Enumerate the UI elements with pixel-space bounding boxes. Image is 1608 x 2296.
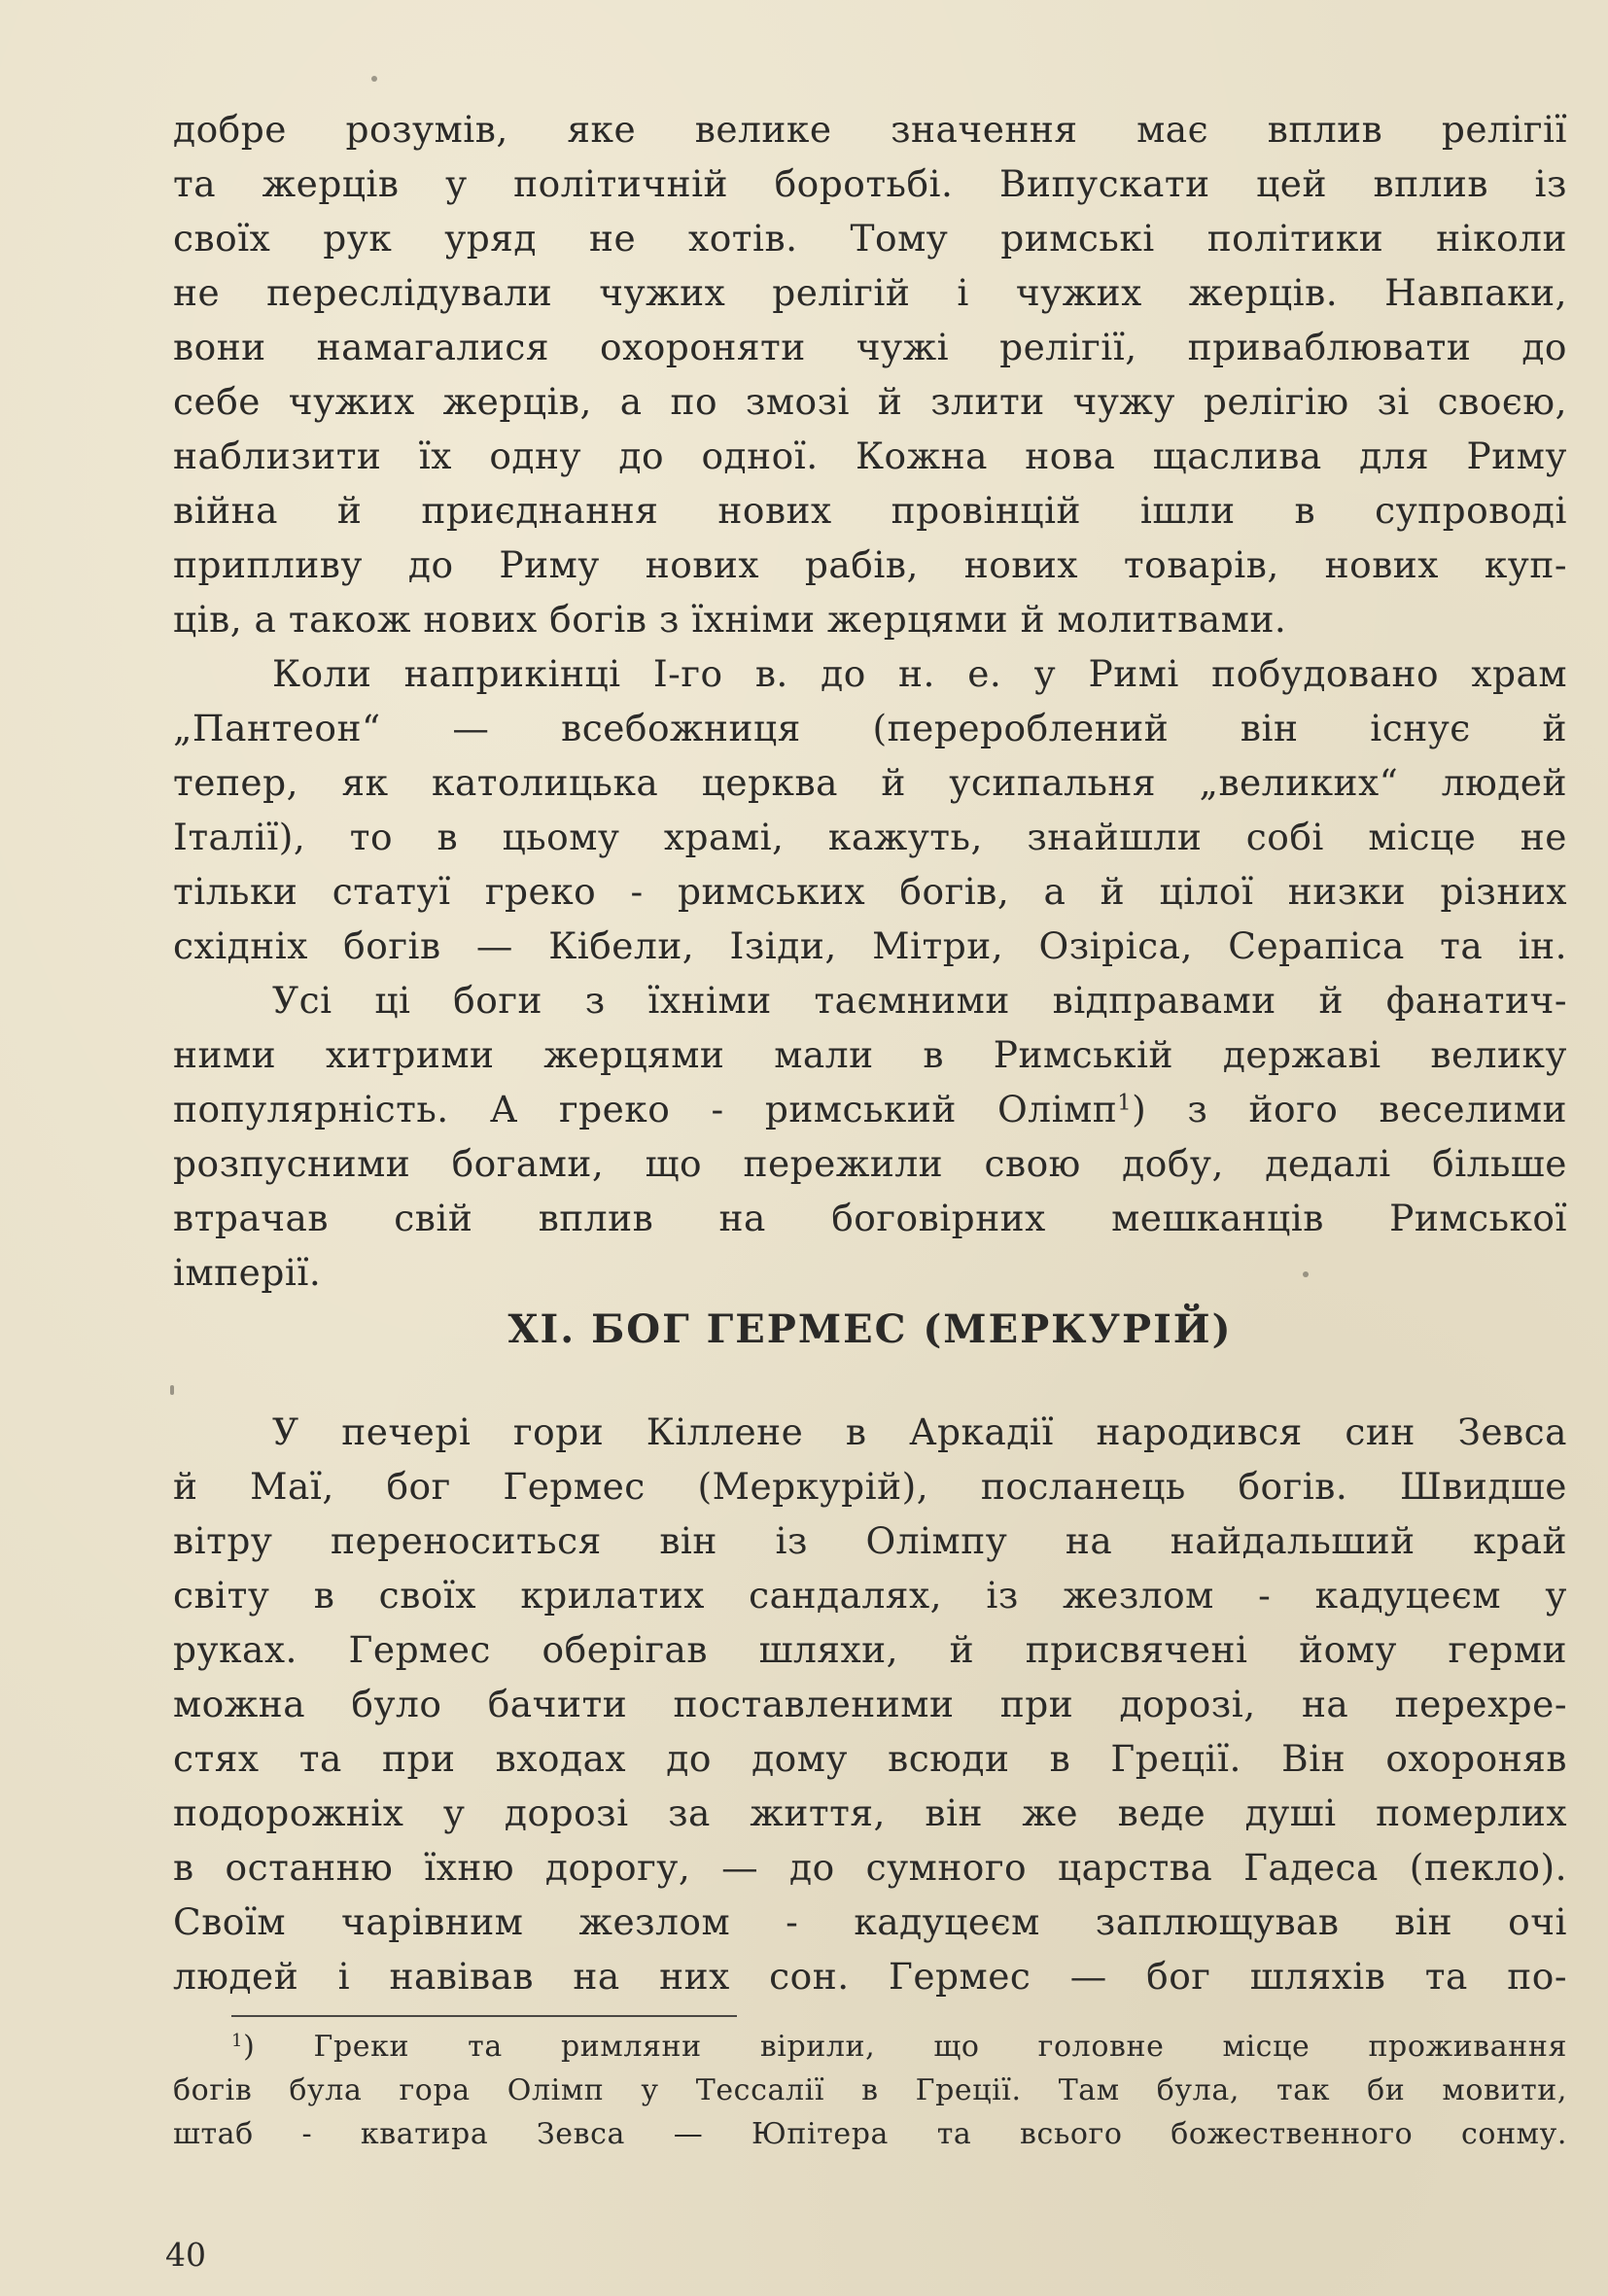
section-heading: ХІ. БОГ ГЕРМЕС (МЕРКУРІЙ) <box>507 1306 1233 1352</box>
footnote <box>173 2025 1567 2156</box>
text-line: припливу до Риму нових рабів, нових товарів, нових куп- <box>173 543 1567 586</box>
text-line: Усі ці боги з їхніми таємними відправами й фанатич- <box>272 979 1567 1022</box>
text-line: розпусними богами, що пережили свою добу, дедалі більше <box>173 1142 1567 1185</box>
text-line: можна було бачити поставленими при дорозі, на перехре- <box>173 1683 1567 1725</box>
paragraph-4 <box>173 1405 1567 2003</box>
paragraph-1 <box>173 102 1567 646</box>
text-line: ців, а також нових богів з їхніми жерцями й молитвами. <box>173 598 1287 641</box>
text-line: У печері гори Кіллене в Аркадії народився син Зевса <box>272 1410 1567 1453</box>
text-line: своїх рук уряд не хотів. Тому римські політики ніколи <box>173 217 1567 260</box>
text-line: руках. Гермес оберігав шляхи, й присвячені йому герми <box>173 1628 1567 1671</box>
footnote-reference[interactable]: 1 <box>1117 1090 1133 1116</box>
page-number: 40 <box>165 2236 206 2274</box>
text-line: стях та при входах до дому всюди в Греції. Він охороняв <box>173 1737 1567 1780</box>
text-line: й Маї, бог Гермес (Меркурій), посланець богів. Швидше <box>173 1465 1567 1508</box>
text-line: „Пантеон“ — всебожниця (перероблений він існує й <box>173 707 1567 749</box>
text-line: наблизити їх одну до одної. Кожна нова щаслива для Риму <box>173 435 1567 477</box>
text-segment: ) з його веселими <box>1132 1088 1567 1131</box>
text-line: людей і навівав на них сон. Гермес — бог шляхів та по- <box>173 1955 1567 1998</box>
footnote-line: штаб - кватира Зевса — Юпітера та всього божественного сонму. <box>173 2117 1567 2151</box>
text-line: світу в своїх крилатих сандалях, із жезлом - кадуцеєм у <box>173 1574 1567 1617</box>
text-line: не переслідували чужих релігій і чужих жерців. Навпаки, <box>173 271 1567 314</box>
text-segment: популярність. А греко - римський Олімп <box>173 1088 1118 1131</box>
text-line: вони намагалися охороняти чужі релігії, приваблювати до <box>173 326 1567 368</box>
text-line: ними хитрими жерцями мали в Римській державі велику <box>173 1033 1567 1076</box>
text-line: східніх богів — Кібели, Ізіди, Мітри, Озіріса, Серапіса та ін. <box>173 924 1567 967</box>
ink-speck <box>170 1385 174 1395</box>
text-line: вітру переноситься він із Олімпу на найдальший край <box>173 1519 1567 1562</box>
text-line: імперії. <box>173 1251 322 1294</box>
paragraph-2 <box>173 646 1567 973</box>
footnote-divider <box>231 2015 737 2017</box>
body-text-bottom <box>173 1405 1567 2003</box>
body-text-top <box>173 102 1567 1300</box>
paragraph-3 <box>173 973 1567 1300</box>
text-line: подорожніх у дорозі за життя, він же веде душі померлих <box>173 1792 1567 1834</box>
text-line: добре розумів, яке велике значення має вплив релігії <box>173 108 1567 151</box>
text-line: себе чужих жерців, а по змозі й злити чужу релігію зі своєю, <box>173 380 1567 423</box>
text-line: в останню їхню дорогу, — до сумного царства Гадеса (пекло). <box>173 1846 1567 1889</box>
footnote-line <box>173 2025 1567 2069</box>
text-line: війна й приєднання нових провінцій ішли в супроводі <box>173 489 1567 532</box>
text-line-with-footnote-ref <box>173 1082 1567 1136</box>
text-segment: ) Греки та римляни вірили, що головне місце проживання <box>243 2030 1567 2064</box>
text-line: Італії), то в цьому храмі, кажуть, знайшли собі місце не <box>173 816 1567 858</box>
text-line: тільки статуї греко - римських богів, а й цілої низки різних <box>173 870 1567 913</box>
text-line: Коли наприкінці І-го в. до н. е. у Римі побудовано храм <box>272 652 1567 695</box>
ink-speck <box>371 76 377 82</box>
footnote-line: богів була гора Олімп у Тессалії в Греції. Там була, так би мовити, <box>173 2073 1567 2107</box>
footnote-marker: 1 <box>231 2031 244 2052</box>
text-line: втрачав свій вплив на боговірних мешканців Римської <box>173 1197 1567 1239</box>
text-line: та жерців у політичній боротьбі. Випускати цей вплив із <box>173 162 1567 205</box>
text-line: Своїм чарівним жезлом - кадуцеєм заплющував він очі <box>173 1900 1567 1943</box>
text-line: тепер, як католицька церква й усипальня „великих“ людей <box>173 761 1567 804</box>
